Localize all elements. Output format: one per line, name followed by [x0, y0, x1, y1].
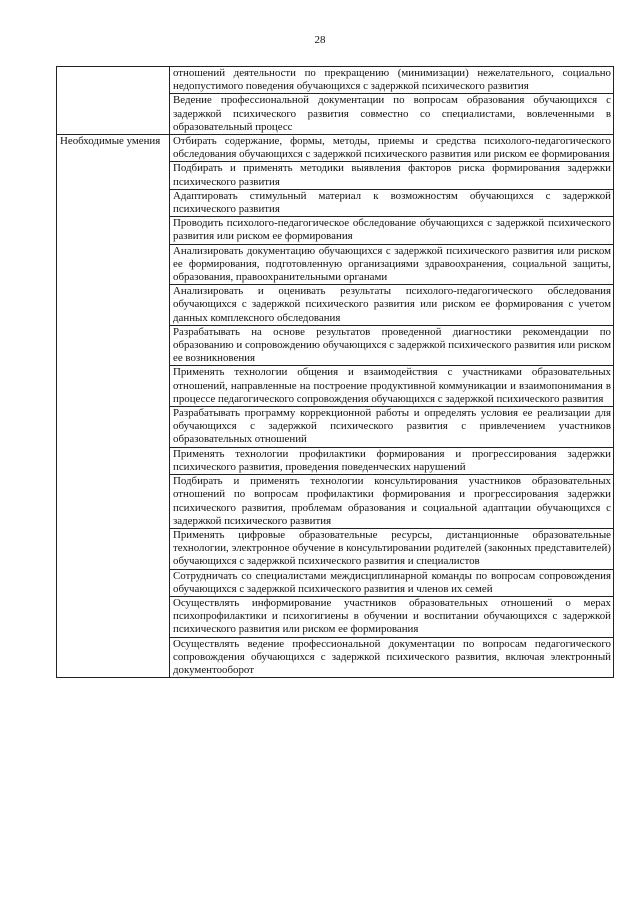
requirement-item: Отбирать содержание, формы, методы, приемы и средства психолого-педагогического обследования обучающихся с задержкой психического развития или риском ее формирования — [170, 135, 614, 162]
requirement-item: Подбирать и применять методики выявления факторов риска формирования задержки психического развития — [170, 162, 614, 189]
requirement-item: Разрабатывать на основе результатов проведенной диагностики рекомендации по образованию и сопровождению обучающихся с задержкой психического развития или риском ее возникновения — [170, 325, 614, 366]
requirement-item: Применять технологии общения и взаимодействия с участниками образовательных отношений, направленные на построение продуктивной коммуникации и взаимопонимания в процессе педагогического сопровождения обучающихся с задержкой психического развития — [170, 366, 614, 407]
requirement-item: Осуществлять информирование участников образовательных отношений о мерах психопрофилактики и психогигиены в обучении и воспитании обучающихся с задержкой психического развития или риском ее формирования — [170, 596, 614, 637]
requirement-item: Осуществлять ведение профессиональной документации по вопросам педагогического сопровождения обучающихся с задержкой психического развития, включая электронный документооборот — [170, 637, 614, 678]
requirement-item: Ведение профессиональной документации по вопросам образования обучающихся с задержкой психического развития совместно со специалистами, вовлеченными в образовательный процесс — [170, 94, 614, 135]
requirement-item: Сотрудничать со специалистами междисциплинарной команды по вопросам сопровождения обучающихся с задержкой психического развития и членов их семей — [170, 569, 614, 596]
requirement-item: Применять цифровые образовательные ресурсы, дистанционные образовательные технологии, электронное обучение в консультировании родителей (законных представителей) обучающихся с задержкой психического развития и специалистов — [170, 528, 614, 569]
requirement-item: Анализировать и оценивать результаты психолого-педагогического обследования обучающихся с задержкой психического развития или риском ее формирования с учетом данных комплексного обследования — [170, 285, 614, 326]
section-label — [57, 67, 170, 135]
requirement-item: Разрабатывать программу коррекционной работы и определять условия ее реализации для обучающихся с задержкой психического развития с привлечением участников образовательных отношений — [170, 407, 614, 448]
requirement-item: отношений деятельности по прекращению (минимизации) нежелательного, социально недопустимого поведения обучающихся с задержкой психического развития — [170, 67, 614, 94]
table-row — [57, 135, 614, 162]
requirement-item: Применять технологии профилактики формирования и прогрессирования задержки психического развития, проведения поведенческих нарушений — [170, 447, 614, 474]
requirement-item: Анализировать документацию обучающихся с задержкой психического развития или риском ее формирования, подготовленную организациями здравоохранения, социальной защиты, образования, правоохранительными органами — [170, 244, 614, 285]
page-number: 28 — [314, 34, 326, 46]
section-label: Необходимые умения — [57, 135, 170, 678]
table-body — [57, 67, 614, 678]
requirement-item: Проводить психолого-педагогическое обследование обучающихся с задержкой психического развития или риском ее формирования — [170, 217, 614, 244]
table-row — [57, 67, 614, 94]
competency-table — [56, 66, 614, 678]
requirement-item: Подбирать и применять технологии консультирования участников образовательных отношений по вопросам профилактики формирования и прогрессирования задержки психического развития, проблемам образования и социальной адаптации обучающихся с задержкой психического развития — [170, 475, 614, 529]
requirement-item: Адаптировать стимульный материал к возможностям обучающихся с задержкой психического развития — [170, 189, 614, 216]
